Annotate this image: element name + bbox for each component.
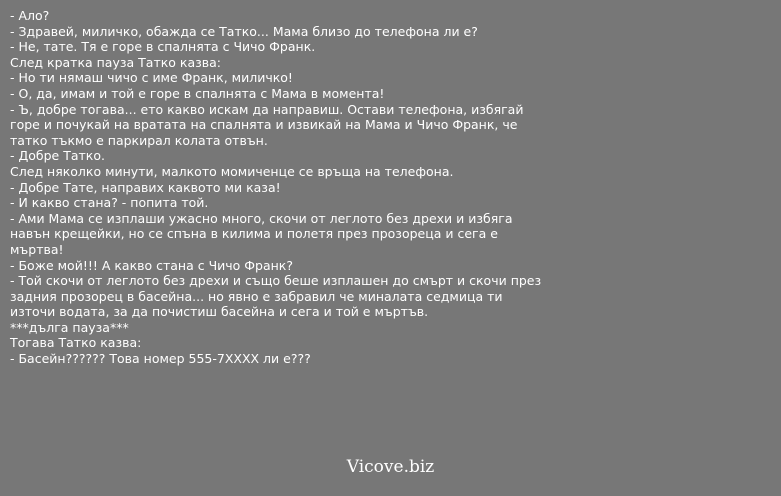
joke-line: - Здравей, миличко, обажда се Татко... Мама близо до телефона ли е? bbox=[10, 23, 478, 39]
joke-line: - О, да, имам и той е горе в спалнята с Мама в момента! bbox=[10, 85, 385, 101]
joke-line: - Не, тате. Тя е горе в спалнята с Чичо Франк. bbox=[10, 39, 316, 55]
joke-line: - Той скочи от леглото без дрехи и също беше изплашен до смърт и скочи през bbox=[10, 273, 542, 289]
joke-line: - Басейн?????? Това номер 555-7XXXX ли е??? bbox=[10, 351, 311, 367]
joke-line: - Добре Татко. bbox=[10, 148, 105, 164]
joke-line: задния прозорец в басейна... но явно е забравил че миналата седмица ти bbox=[10, 288, 503, 304]
site-watermark: Vicove.biz bbox=[346, 457, 435, 477]
joke-line: мъртва! bbox=[10, 241, 64, 257]
joke-line: След няколко минути, малкото момиченце се връща на телефона. bbox=[10, 163, 454, 179]
joke-line: - Боже мой!!! А какво стана с Чичо Франк? bbox=[10, 257, 293, 273]
joke-line: - Ало? bbox=[10, 8, 50, 23]
joke-line: - Добре Тате, направих каквото ми каза! bbox=[10, 179, 281, 195]
joke-line: - И какво стана? - попита той. bbox=[10, 195, 209, 211]
joke-line: татко тъкмо е паркирал колата отвън. bbox=[10, 132, 268, 148]
joke-line: - Ами Мама се изплаши ужасно много, скочи от леглото без дрехи и избяга bbox=[10, 210, 513, 226]
joke-line: След кратка пауза Татко казва: bbox=[10, 54, 221, 70]
joke-line: навън крещейки, но се спъна в килима и полетя през прозореца и сега е bbox=[10, 226, 498, 242]
joke-line: ***дълга пауза*** bbox=[10, 319, 129, 335]
joke-line: - Ъ, добре тогава... ето какво искам да направиш. Остави телефона, избягай bbox=[10, 101, 524, 117]
joke-line: източи водата, за да почистиш басейна и сега и той е мъртъв. bbox=[10, 304, 429, 320]
joke-line: Тогава Татко казва: bbox=[10, 335, 142, 351]
joke-text bbox=[10, 8, 770, 367]
joke-line: горе и почукай на вратата на спалнята и извикай на Мама и Чичо Франк, че bbox=[10, 117, 518, 133]
joke-line: - Но ти нямаш чичо с име Франк, миличко! bbox=[10, 70, 293, 86]
